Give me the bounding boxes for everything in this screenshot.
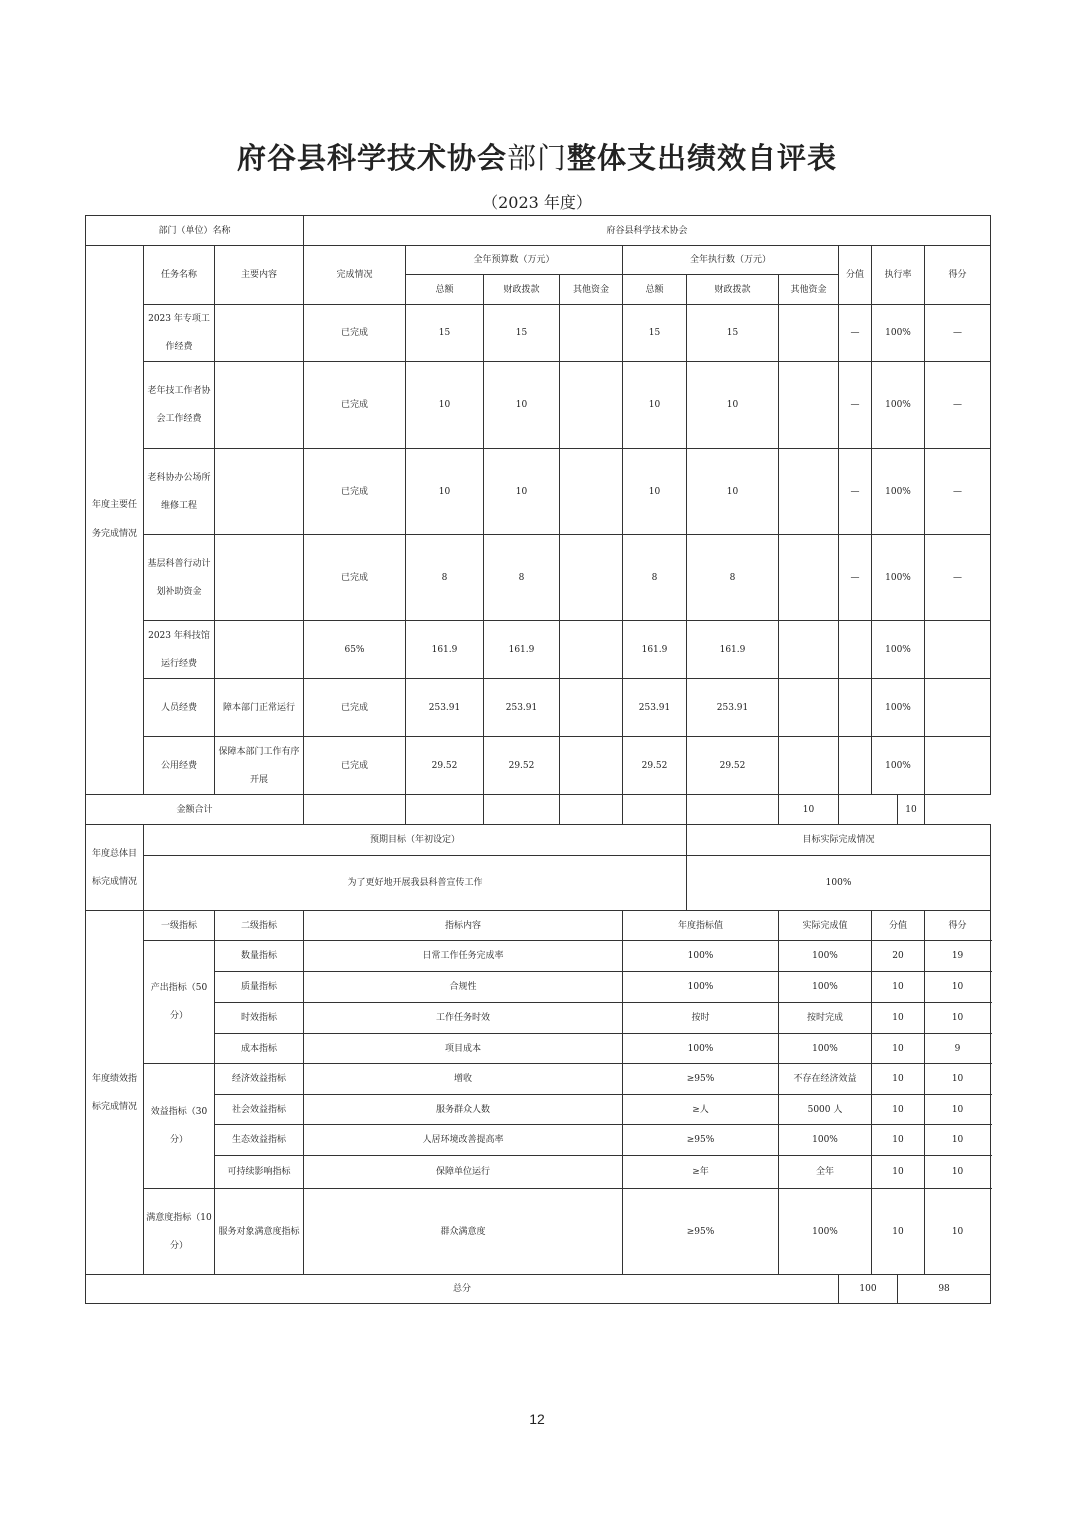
task-status: 已完成 [304,449,406,535]
budget-fiscal: 29.52 [484,737,560,795]
budget-fiscal: 253.91 [484,679,560,737]
budget-other [560,737,623,795]
indicator-score: 10 [925,1095,991,1125]
column-header: 全年执行数（万元） [623,246,839,275]
exec-rate: 100% [872,362,925,449]
sum-label: 金额合计 [86,795,304,825]
section-label: 年度主要任务完成情况 [86,246,144,795]
exec-fiscal: 29.52 [687,737,779,795]
task-content [215,305,304,362]
exec-other [779,679,839,737]
table-row [86,1064,991,1095]
indicator-score: 19 [925,941,991,972]
table-row [86,305,991,362]
score-value [839,737,872,795]
exec-rate: 100% [872,305,925,362]
budget-other [560,449,623,535]
indicator-content: 人居环境改善提高率 [304,1125,623,1156]
exec-other [779,362,839,449]
indicator-target: 100% [623,941,779,972]
column-header: 年度指标值 [623,911,779,941]
exec-rate: 100% [872,449,925,535]
indicator-actual: 100% [779,1034,872,1064]
column-header: 其他资金 [779,275,839,305]
total-score: 98 [898,1275,991,1304]
exec-total: 253.91 [623,679,687,737]
score [925,621,991,679]
table-row [86,795,991,825]
indicator-score: 10 [925,1189,991,1275]
indicator-level2: 经济效益指标 [215,1064,304,1095]
task-status: 已完成 [304,679,406,737]
indicator-target: ≥95% [623,1064,779,1095]
title-main: 府谷县科学技术协会 [236,141,507,175]
task-name: 2023 年专项工作经费 [144,305,215,362]
indicator-score: 9 [925,1034,991,1064]
indicator-target: 按时 [623,1003,779,1034]
exec-fiscal: 10 [687,449,779,535]
column-header: 分值 [872,911,925,941]
score [925,679,991,737]
budget-fiscal: 8 [484,535,560,621]
section-label: 年度绩效指标完成情况 [86,911,144,1275]
task-name: 老年技工作者协会工作经费 [144,362,215,449]
empty-cell [623,795,687,825]
sum-value: 10 [779,795,839,825]
exec-other [779,535,839,621]
indicator-level2: 生态效益指标 [215,1125,304,1156]
indicator-level1: 产出指标（50 分） [144,941,215,1064]
exec-other [779,621,839,679]
column-header: 全年预算数（万元） [406,246,623,275]
table-row [86,941,991,972]
column-header: 一级指标 [144,911,215,941]
score: — [925,449,991,535]
table-row [86,216,991,246]
column-header: 其他资金 [560,275,623,305]
indicator-value: 20 [872,941,925,972]
budget-total: 10 [406,362,484,449]
empty-cell [406,795,484,825]
task-name: 2023 年科技馆运行经费 [144,621,215,679]
indicator-content: 群众满意度 [304,1189,623,1275]
empty-cell [484,795,560,825]
column-header: 分值 [839,246,872,305]
indicator-actual: 100% [779,1125,872,1156]
self-evaluation-table [85,215,991,1304]
exec-other [779,737,839,795]
budget-other [560,362,623,449]
table-row [86,535,991,621]
column-header: 实际完成值 [779,911,872,941]
exec-rate: 100% [872,737,925,795]
table-row [86,972,991,1003]
indicator-actual: 100% [779,972,872,1003]
exec-total: 161.9 [623,621,687,679]
column-header: 财政拨款 [687,275,779,305]
subtitle: （2023 年度） [482,193,592,212]
empty-cell [560,795,623,825]
empty-cell [304,795,406,825]
task-content: 障本部门正常运行 [215,679,304,737]
indicator-value: 10 [872,1095,925,1125]
table-row [86,362,991,449]
title-tail: 整体支出绩效自评表 [567,141,838,175]
indicator-score: 10 [925,1125,991,1156]
task-status: 已完成 [304,535,406,621]
indicator-content: 增收 [304,1064,623,1095]
indicator-value: 10 [872,972,925,1003]
actual-goal: 100% [687,856,991,911]
total-value: 100 [839,1275,898,1304]
table-row [86,1275,991,1304]
score-value [839,679,872,737]
score-value [839,621,872,679]
indicator-actual: 100% [779,941,872,972]
budget-other [560,305,623,362]
table-row [86,1125,991,1156]
exec-fiscal: 15 [687,305,779,362]
indicator-level2: 数量指标 [215,941,304,972]
column-header: 执行率 [872,246,925,305]
exec-fiscal: 161.9 [687,621,779,679]
table-row [86,1003,991,1034]
indicator-score: 10 [925,1064,991,1095]
title-mid: 部门 [506,141,567,175]
indicator-target: 100% [623,972,779,1003]
total-label: 总分 [86,1275,839,1304]
exec-fiscal: 253.91 [687,679,779,737]
indicator-content: 日常工作任务完成率 [304,941,623,972]
table-row [86,246,991,275]
indicator-level2: 质量指标 [215,972,304,1003]
score: — [925,362,991,449]
budget-total: 8 [406,535,484,621]
column-header: 任务名称 [144,246,215,305]
page-number: 12 [529,1411,545,1427]
exec-other [779,305,839,362]
dept-value: 府谷县科学技术协会 [304,216,991,246]
exec-fiscal: 8 [687,535,779,621]
task-content [215,362,304,449]
indicator-value: 10 [872,1003,925,1034]
score [925,737,991,795]
indicator-target: 100% [623,1034,779,1064]
exec-fiscal: 10 [687,362,779,449]
table-row [86,737,991,795]
indicator-value: 10 [872,1189,925,1275]
indicator-actual: 按时完成 [779,1003,872,1034]
indicator-level2: 社会效益指标 [215,1095,304,1125]
budget-total: 15 [406,305,484,362]
budget-total: 10 [406,449,484,535]
table-row [86,1095,991,1125]
table-row [86,449,991,535]
task-status: 65% [304,621,406,679]
table-row [86,621,991,679]
dept-label: 部门（单位）名称 [86,216,304,246]
indicator-score: 10 [925,1003,991,1034]
score: — [925,535,991,621]
table-row [86,1189,991,1275]
indicator-target: ≥95% [623,1189,779,1275]
empty-cell [839,795,898,825]
column-header: 指标内容 [304,911,623,941]
exec-other [779,449,839,535]
indicator-target: ≥人 [623,1095,779,1125]
page-title [0,136,1074,177]
exec-total: 29.52 [623,737,687,795]
indicator-value: 10 [872,1064,925,1095]
column-header: 财政拨款 [484,275,560,305]
exec-total: 10 [623,362,687,449]
task-content: 保障本部门工作有序开展 [215,737,304,795]
indicator-actual: 5000 人 [779,1095,872,1125]
indicator-target: ≥95% [623,1125,779,1156]
sum-score: 10 [898,795,925,825]
indicator-score: 10 [925,1156,991,1189]
budget-fiscal: 15 [484,305,560,362]
indicator-actual: 100% [779,1189,872,1275]
column-header: 完成情况 [304,246,406,305]
indicator-content: 服务群众人数 [304,1095,623,1125]
indicator-content: 项目成本 [304,1034,623,1064]
score-value: — [839,535,872,621]
task-status: 已完成 [304,737,406,795]
score-value: — [839,305,872,362]
budget-total: 161.9 [406,621,484,679]
task-name: 人员经费 [144,679,215,737]
table-row [86,825,991,856]
table-row [86,679,991,737]
indicator-level1: 效益指标（30 分） [144,1064,215,1189]
column-header: 得分 [925,911,991,941]
task-content [215,621,304,679]
task-status: 已完成 [304,305,406,362]
task-content [215,449,304,535]
indicator-value: 10 [872,1034,925,1064]
table-row [86,1034,991,1064]
indicator-content: 工作任务时效 [304,1003,623,1034]
budget-fiscal: 161.9 [484,621,560,679]
column-header: 预期目标（年初设定） [144,825,687,856]
column-header: 总额 [406,275,484,305]
budget-total: 253.91 [406,679,484,737]
indicator-level2: 服务对象满意度指标 [215,1189,304,1275]
task-content [215,535,304,621]
exec-rate: 100% [872,621,925,679]
indicator-level2: 成本指标 [215,1034,304,1064]
budget-total: 29.52 [406,737,484,795]
indicator-value: 10 [872,1125,925,1156]
task-name: 基层科普行动计划补助资金 [144,535,215,621]
column-header: 二级指标 [215,911,304,941]
table-row [86,1156,991,1189]
indicator-score: 10 [925,972,991,1003]
exec-rate: 100% [872,535,925,621]
expected-goal: 为了更好地开展我县科普宣传工作 [144,856,687,911]
task-name: 公用经费 [144,737,215,795]
budget-fiscal: 10 [484,449,560,535]
indicator-content: 保障单位运行 [304,1156,623,1189]
exec-total: 15 [623,305,687,362]
exec-total: 8 [623,535,687,621]
section-label: 年度总体目标完成情况 [86,825,144,911]
score-value: — [839,362,872,449]
task-status: 已完成 [304,362,406,449]
indicator-actual: 不存在经济效益 [779,1064,872,1095]
indicator-actual: 全年 [779,1156,872,1189]
empty-cell [687,795,779,825]
exec-total: 10 [623,449,687,535]
indicator-level2: 可持续影响指标 [215,1156,304,1189]
budget-other [560,621,623,679]
column-header: 目标实际完成情况 [687,825,991,856]
indicator-level2: 时效指标 [215,1003,304,1034]
table-row [86,856,991,911]
task-name: 老科协办公场所维修工程 [144,449,215,535]
column-header: 得分 [925,246,991,305]
score: — [925,305,991,362]
column-header: 主要内容 [215,246,304,305]
indicator-target: ≥年 [623,1156,779,1189]
budget-fiscal: 10 [484,362,560,449]
budget-other [560,535,623,621]
exec-rate: 100% [872,679,925,737]
indicator-content: 合规性 [304,972,623,1003]
budget-other [560,679,623,737]
score-value: — [839,449,872,535]
column-header: 总额 [623,275,687,305]
indicator-value: 10 [872,1156,925,1189]
table-row [86,911,991,941]
indicator-level1: 满意度指标（10 分） [144,1189,215,1275]
